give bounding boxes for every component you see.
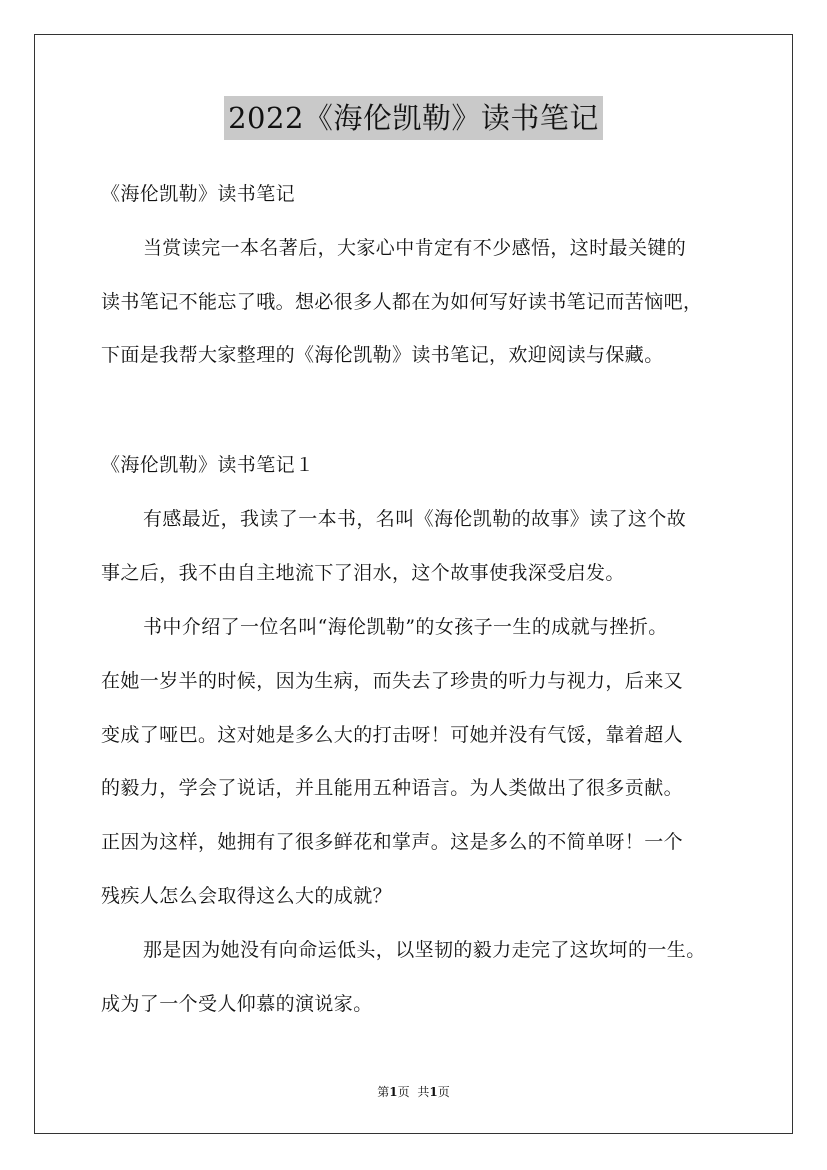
body-line-6: 的毅力，学会了说话，并且能用五种语言。为人类做出了很多贡献。	[101, 777, 684, 799]
body-line-1: 有感最近，我读了一本书，名叫《海伦凯勒的故事》读了这个故	[143, 508, 687, 530]
page-footer	[0, 1084, 827, 1100]
footer-page-suffix: 页	[397, 1085, 410, 1099]
footer-page-prefix: 第	[377, 1085, 390, 1099]
section-heading-1: 《海伦凯勒》读书笔记１	[101, 454, 315, 476]
footer-total-pages: 1	[429, 1085, 438, 1099]
body-line-9: 那是因为她没有向命运低头，以坚韧的毅力走完了这坎坷的一生。	[143, 939, 706, 961]
intro-line-2: 读书笔记不能忘了哦。想必很多人都在为如何写好读书笔记而苦恼吧，	[101, 291, 703, 313]
body-line-10: 成为了一个受人仰慕的演说家。	[101, 993, 373, 1015]
document-title-block	[0, 96, 827, 140]
body-line-2: 事之后，我不由自主地流下了泪水，这个故事使我深受启发。	[101, 562, 625, 584]
intro-line-1: 当赏读完一本名著后，大家心中肯定有不少感悟，这时最关键的	[143, 237, 687, 259]
body-line-4: 在她一岁半的时候，因为生病，而失去了珍贵的听力与视力，后来又	[101, 670, 684, 692]
body-line-3: 书中介绍了一位名叫“海伦凯勒”的女孩子一生的成就与挫折。	[143, 616, 668, 638]
footer-total-suffix: 页	[437, 1085, 450, 1099]
intro-line-3: 下面是我帮大家整理的《海伦凯勒》读书笔记，欢迎阅读与保藏。	[101, 344, 664, 366]
body-line-8: 残疾人怎么会取得这么大的成就？	[101, 885, 393, 907]
footer-total-prefix: 共	[417, 1085, 430, 1099]
subheading: 《海伦凯勒》读书笔记	[101, 183, 296, 205]
body-line-5: 变成了哑巴。这对她是多么大的打击呀！可她并没有气馁，靠着超人	[101, 724, 684, 746]
document-title: 2022《海伦凯勒》读书笔记	[224, 96, 603, 140]
body-line-7: 正因为这样，她拥有了很多鲜花和掌声。这是多么的不简单呀！一个	[101, 831, 684, 853]
footer-page-number: 1	[389, 1085, 398, 1099]
